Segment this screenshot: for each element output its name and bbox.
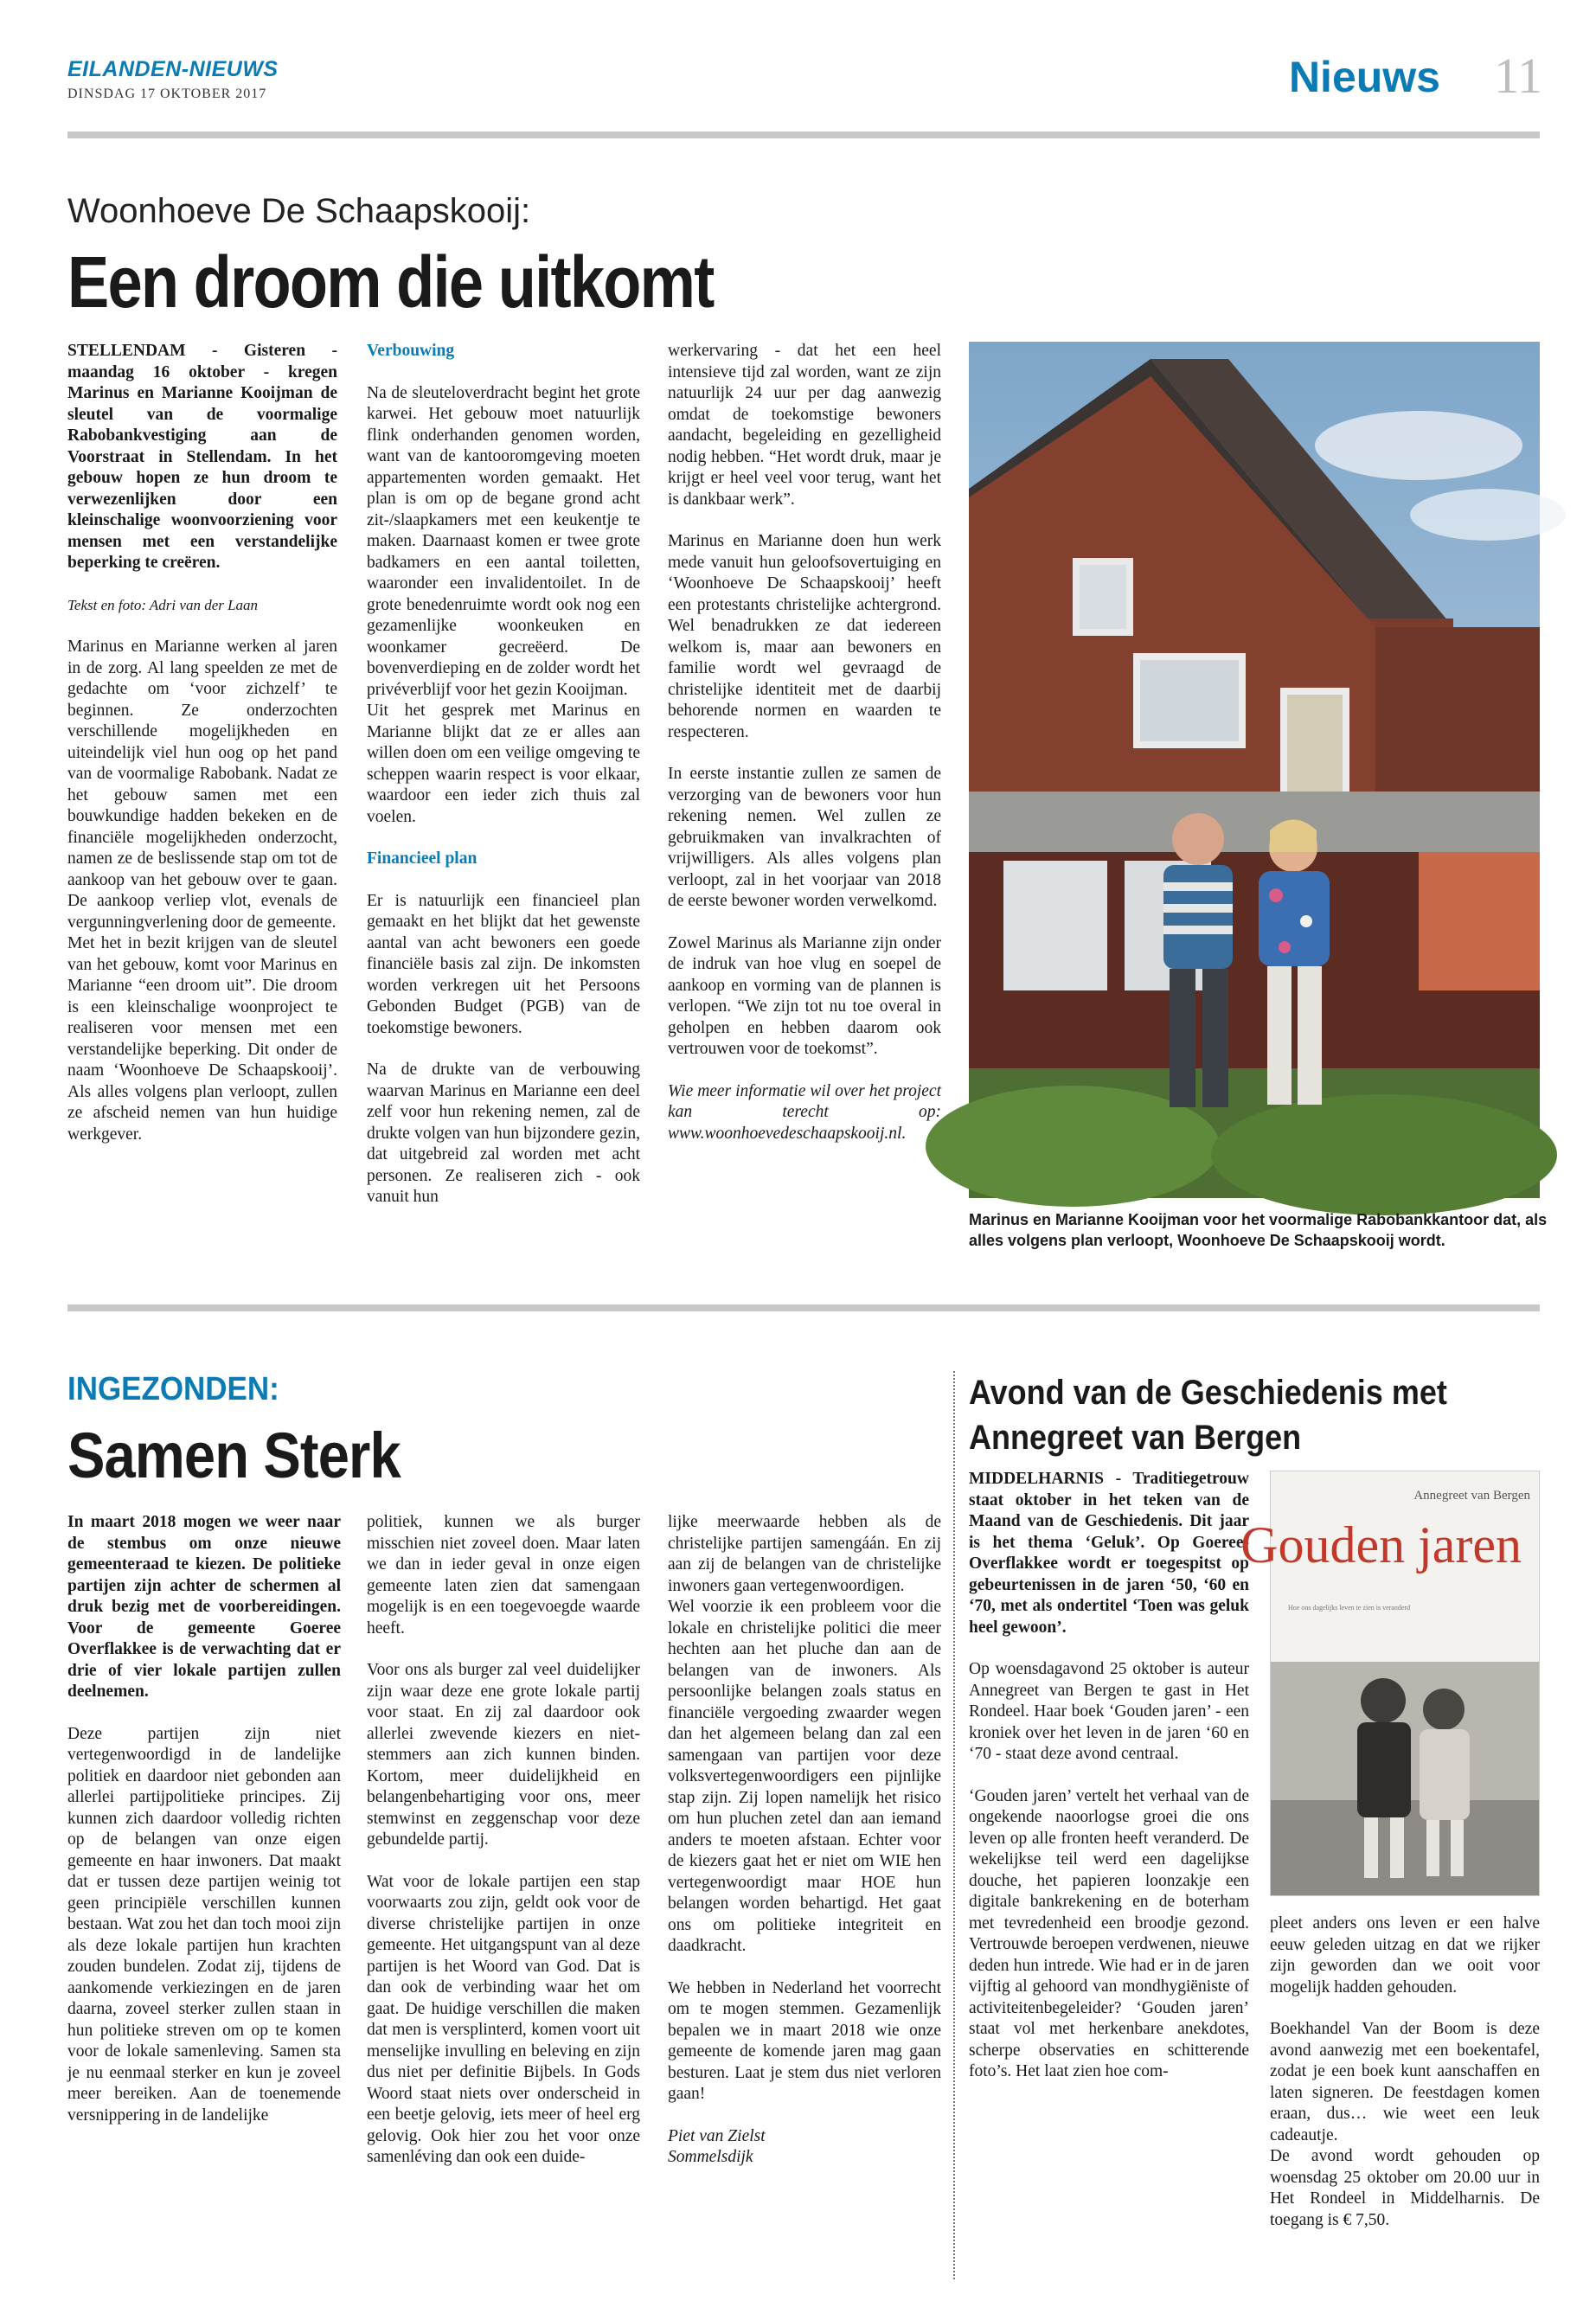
paragraph: In eerste instantie zullen ze samen de verzorging van de bewoners voor hun rekening nemen. Wel zullen ze gebruikmaken van invalkrachten of vrijwilligers. Als alles volgens plan verloopt, zal in het voorjaar van 2018 de eerste bewoner worden verwelkomd. — [668, 765, 941, 910]
article1-column-2 — [367, 341, 640, 1229]
book-cover-illustration — [1240, 1471, 1539, 1895]
article1-title: Een droom die uitkomt — [67, 241, 714, 323]
paragraph: Marinus en Marianne doen hun werk mede vanuit hun geloofsovertuiging en ‘Woonhoeve De Schaapskooij’ heeft een protestants christelijke achtergrond. Wel benadrukken ze dat iedereen welkom is, maar aan bewoners en familie wordt wel gevraagd de christelijke identiteit met de daarbij behorende normen en waarden te respecteren. — [668, 532, 941, 741]
paragraph: ‘Gouden jaren’ vertelt het verhaal van de ongekende naoorlogse groei die ons leven op alle fronten heeft veranderd. De wekelijkse teil werd een dagelijkse douche, het papieren loonzakje een digitale bankrekening en de boterham met tevredenheid een broodje gezond. Vertrouwde beroepen verdwenen, nieuwe deden hun intrede. Wie had er in de jaren vijftig al gehoord van mondhygiëniste of activiteitenbegeleider? ‘Gouden jaren’ staat vol met herkenbare anekdotes, scherpe observaties en schitterende foto’s. Het laat zien hoe com- — [969, 1786, 1249, 2080]
article1-byline: Tekst en foto: Adri van der Laan — [67, 596, 259, 613]
paragraph: Uit het gesprek met Marinus en Marianne blijkt dat ze er alles aan willen doen om een veilige omgeving te scheppen waarin respect is voor elkaar, waardoor een ieder zich thuis zal voelen. — [367, 702, 640, 826]
paragraph: Zowel Marinus als Marianne zijn onder de indruk van hoe vlug en soepel de aankoop en vorming van de plannen is verlopen. “We zijn tot nu toe overal in geholpen en hebben daarom ook vertrouwen voor de toekomst”. — [668, 933, 941, 1058]
paragraph: politiek, kunnen we als burger misschien niet zoveel doen. Maar laten we dan in ieder geval in onze eigen gemeente laten zien dat samengaan mogelijk is en een toegevoegde waarde heeft. — [367, 1513, 640, 1638]
paragraph: Op woensdagavond 25 oktober is auteur Annegreet van Bergen te gast in Het Rondeel. Haar boek ‘Gouden jaren’ - een kroniek over het leven in de jaren ‘60 en ‘70 - staat deze avond centraal. — [969, 1660, 1249, 1763]
article3-column-2 — [1270, 1913, 1540, 2252]
paragraph: Na de drukte van de verbouwing waarvan Marinus en Marianne een deel zelf voor hun rekening nemen, zal de drukte volgen van hun bijzondere gezin, dat uitgebreid zal worden met acht personen. Ze realiseren zich - ook vanuit hun — [367, 1061, 640, 1206]
paragraph: Met het in bezit krijgen van de sleutel van het gebouw, komt voor Marinus en Marianne “een droom uit”. Die droom is een kleinschalige woonproject te realiseren voor mensen met een verstandelijke beperking. Dit onder de naam ‘Woonhoeve De Schaapskooij’. Als alles volgens plan verloopt, zullen ze afscheid nemen van hun huidige werkgever. — [67, 934, 337, 1144]
paragraph: Marinus en Marianne werken al jaren in de zorg. Al lang speelden ze met de gedachte om ‘voor zichzelf’ te beginnen. Ze onderzochten verschillende mogelijkheden en uiteindelijk viel hun oog op het pand van de voormalige Rabobank. Nadat ze het gebouw samen met een bouwkundige hadden bekeken en de financiële mogelijkheden onderzocht, namen ze de beslissende stap om tot de aankoop van het gebouw over te gaan. De aankoop verliep vlot, evenals de vergunningverlening door de gemeente. — [67, 638, 337, 932]
paragraph: Deze partijen zijn niet vertegenwoordigd in de landelijke politiek en daardoor niet gebonden aan allerlei partijpolitieke principes. Zij kunnen zich daardoor volledig richten op de belangen van onze eigen gemeente en haar inwoners. Dat maakt dat er tussen deze partijen weinig tot geen principiële verschillen kunnen bestaan. Wat zou het dan toch mooi zijn als deze lokale partijen hun krachten zouden bundelen. Zodat zij, tijdens de aankomende verkiezingen en de jaren daarna, zoveel sterker zullen staan in hun politieke streven om op te komen voor de lokale samenleving. Samen sta je nu eenmaal sterker en kun je zoveel meer bereiken. Aan de toenemende versnippering in de landelijke — [67, 1724, 341, 2125]
book-author: Annegreet van Bergen — [1413, 1489, 1530, 1503]
paragraph: We hebben in Nederland het voorrecht om te mogen stemmen. Gezamenlijk bepalen we in maart 2018 wie onze gemeente de komende jaren mag gaan besturen. Laat je stem dus niet verloren gaan! — [668, 1978, 941, 2103]
article3-column-1 — [969, 1469, 1249, 2104]
paragraph: lijke meerwaarde hebben als de christelijke partijen samengáán. En zij aan zij de belangen van de christelijke inwoners gaan vertegenwoordigen. — [668, 1513, 941, 1595]
article1-column-3 — [668, 341, 941, 1165]
paragraph: pleet anders ons leven er een halve eeuw geleden uitzag en dat we rijker zijn geworden dan we ooit voor mogelijk hadden gehouden. — [1270, 1914, 1540, 1997]
article2-kicker: INGEZONDEN: — [67, 1371, 279, 1407]
paragraph: Boekhandel Van der Boom is deze avond aanwezig met een boekentafel, zodat je een boek kunt aanschaffen en laten signeren. De feestdagen komen eraan, dus… wie weet een leuk cadeautje. — [1270, 2020, 1540, 2144]
article2-title: Samen Sterk — [67, 1420, 401, 1491]
article1-photo — [969, 342, 1540, 1198]
paragraph: Wel voorzie ik een probleem voor die lokale en christelijke politici die meer hechten aan het pluche dan aan de belangen van de inwoners. Als persoonlijke belangen zoals status en financiële vergoeding zwaarder wegen dan het algemeen belang dan zal een samengaan van partijen voor deze volksvertegenwoordigers een pijnlijke stap zijn. Zij lopen namelijk het risico om hun pluchen zetel dan aan iemand anders te moeten afstaan. Echter voor de kiezers gaat het er niet om WIE hen vertegenwoordigt maar HOE hun belangen worden behartigd. Het gaat ons om politieke integriteit en daadkracht. — [668, 1598, 941, 1955]
paragraph: Voor ons als burger zal veel duidelijker zijn waar deze ene grote lokale partij voor staat. En zij zal daardoor ook allerlei zwevende kiezers en niet-stemmers aan zich kunnen binden. Kortom, meer duidelijkheid en belangenbehartiging voor ons, meer stemwinst en zeggenschap voor deze gebundelde partij. — [367, 1661, 640, 1849]
paragraph: Er is natuurlijk een financieel plan gemaakt en het blijkt dat het gewenste aantal van acht bewoners een goede financiële basis zal zijn. De inkomsten worden verkregen uit het Persoons Gebonden Budget (PGB) van de toekomstige bewoners. — [367, 891, 640, 1037]
page-number: 11 — [1494, 48, 1542, 104]
building-photo-illustration — [969, 342, 1540, 1198]
paragraph: Na de sleuteloverdracht begint het grote karwei. Het gebouw moet natuurlijk flink onderhanden genomen worden, want van de kantooromgeving moeten appartementen worden gemaakt. Het plan is om op de begane grond acht zit-/slaapkamers met een keukentje te maken. Daarnaast komen er twee grote badkamers en een aantal toiletten, waaronder een invalidentoilet. In de grote benedenruimte wordt ook nog een gezamenlijke woonkeuken en woonkamer gecreëerd. De bovenverdieping en de zolder wordt het privéverblijf voor het gezin Kooijman. — [367, 383, 640, 699]
paragraph: werkervaring - dat het een heel intensieve tijd zal worden, want ze zijn natuurlijk 24 uur per dag aanwezig omdat de toekomstige bewoners aandacht, begeleiding en gezelligheid nodig hebben. “Het wordt druk, maar je krijgt er heel veel voor terug, want het is dankbaar werk”. — [668, 342, 941, 509]
article3-lead: MIDDELHARNIS - Traditiegetrouw staat oktober in het teken van de Maand van de Geschiedenis. Dit jaar is het thema ‘Geluk’. Op Goeree-Overflakkee wordt er toegespitst op gebeurtenissen in de jaren ‘50, ‘60 en ‘70, met als ondertitel ‘Toen was geluk heel gewoon’. — [969, 1470, 1249, 1637]
subheading-verbouwing: Verbouwing — [367, 342, 455, 360]
column-divider — [953, 1371, 955, 2279]
signature-place: Sommelsdijk — [668, 2148, 753, 2166]
article2-column-1 — [67, 1512, 341, 2147]
article2-column-2 — [367, 1512, 640, 2189]
info-link-text: Wie meer informatie wil over het project kan terecht op: www.woonhoevedeschaapskooij.nl. — [668, 1081, 941, 1143]
paragraph: Wat voor de lokale partijen een stap voorwaarts zou zijn, geldt ook voor de diverse christelijke partijen in onze gemeente. Het uitgangspunt van al deze partijen is het Woord van God. Dat is dan ook de verbinding waar het om gaat. De huidige verschillen die maken dat men is versplinterd, komen voort uit menselijke invulling en beleving en zijn dus niet per definitie Bijbels. In Gods Woord staat niets over onderscheid in een beetje gelovig, iets meer of heel erg gelovig. Ook hier zou het voor onze samenléving dan ook een duide- — [367, 1872, 640, 2166]
article1-kicker: Woonhoeve De Schaapskooij: — [67, 192, 531, 230]
book-subtitle: Hoe ons dagelijks leven te zien is veranderd — [1288, 1604, 1411, 1612]
section-label: Nieuws — [1288, 53, 1440, 101]
section-rule — [67, 1304, 1540, 1311]
book-cover — [1240, 1471, 1540, 1896]
signature-name: Piet van Zielst — [668, 2126, 766, 2145]
photo-caption: Marinus en Marianne Kooijman voor het voormalige Rabobankkantoor dat, als alles volgens plan verloopt, Woonhoeve De Schaapskooij wordt. — [969, 1211, 1548, 1249]
article2-lead: In maart 2018 mogen we weer naar de stembus om onze nieuwe gemeenteraad te kiezen. De politieke partijen zijn achter de schermen al druk bezig met de voorbereidingen. Voor de gemeente Goeree Overflakkee is de verwachting dat er drie of vier lokale partijen zullen deelnemen. — [67, 1513, 341, 1701]
top-rule — [67, 131, 1540, 138]
article1-lead: STELLENDAM - Gisteren - maandag 16 oktober - kregen Marinus en Marianne Kooijman de sleutel van de voormalige Rabobankvestiging aan de Voorstraat in Stellendam. In het gebouw hopen ze hun droom te verwezenlijken door een kleinschalige woonvoorziening voor mensen met een verstandelijke beperking te creëren. — [67, 342, 337, 572]
article2-column-3 — [668, 1512, 941, 2169]
article1-column-1 — [67, 341, 337, 1166]
book-title: Gouden jaren — [1240, 1516, 1522, 1574]
paragraph: De avond wordt gehouden op woensdag 25 oktober om 20.00 uur in Het Rondeel in Middelharnis. De toegang is € 7,50. — [1270, 2147, 1540, 2229]
article3-title: Avond van de Geschiedenis met Annegreet van Bergen — [969, 1374, 1447, 1457]
issue-date: DINSDAG 17 OKTOBER 2017 — [67, 87, 267, 101]
subheading-financieel-plan: Financieel plan — [367, 849, 478, 868]
masthead-logo: EILANDEN-NIEUWS — [67, 57, 279, 81]
